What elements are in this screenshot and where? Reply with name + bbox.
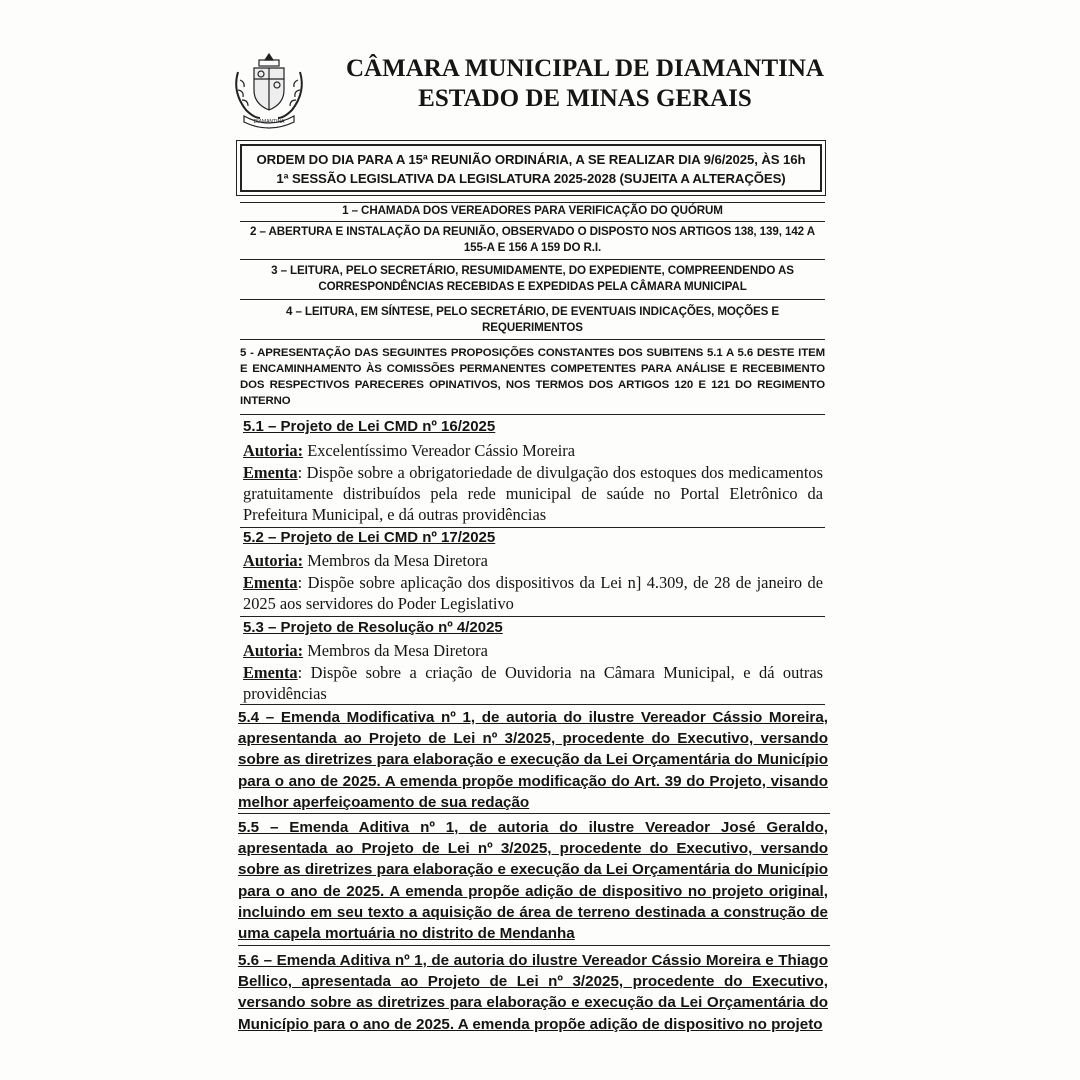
divider (240, 704, 825, 705)
agenda-item-1: 1 – CHAMADA DOS VEREADORES PARA VERIFICAÇÃO DO QUÓRUM (342, 204, 723, 217)
agenda-item-3: 3 – LEITURA, PELO SECRETÁRIO, RESUMIDAMENTE, DO EXPEDIENTE, COMPREENDENDO AS CORRESPONDÊNCIAS RECEBIDAS E EXPEDIDAS PELA CÂMARA MUNICIPAL (271, 264, 794, 293)
agenda-heading-box (236, 140, 826, 196)
divider (240, 221, 825, 222)
divider (240, 414, 825, 415)
agenda-heading-line-1: ORDEM DO DIA PARA A 15ª REUNIÃO ORDINÁRIA, A SE REALIZAR DIA 9/6/2025, ÀS 16h (256, 152, 806, 167)
divider (240, 616, 825, 617)
agenda-item-2: 2 – ABERTURA E INSTALAÇÃO DA REUNIÃO, OBSERVADO O DISPOSTO NOS ARTIGOS 138, 139, 142 A 155-A E 156 A 159 DO R.I. (250, 225, 815, 254)
coat-of-arms-seal (230, 50, 308, 130)
divider (238, 813, 830, 814)
subitem-5-2-ementa: Ementa: Dispõe sobre aplicação dos dispositivos da Lei n] 4.309, de 28 de janeiro de 2025 aos servidores do Poder Legislativo (243, 573, 823, 613)
header-title (330, 54, 840, 114)
subitem-5-2-autoria: Autoria: Membros da Mesa Diretora (243, 551, 488, 570)
divider (240, 259, 825, 260)
divider (240, 339, 825, 340)
agenda-item-4: 4 – LEITURA, EM SÍNTESE, PELO SECRETÁRIO, DE EVENTUAIS INDICAÇÕES, MOÇÕES E REQUERIMENTOS (285, 305, 780, 334)
subitem-5-1-autoria: Autoria: Excelentíssimo Vereador Cássio Moreira (243, 441, 575, 460)
subitem-5-5-emenda: 5.5 – Emenda Aditiva nº 1, de autoria do ilustre Vereador José Geraldo, apresentada ao Projeto de Lei nº 3/2025, procedente do Executivo, versando sobre as diretrizes para elaboração e execução da Lei Orçamentária do Município para o ano de 2025. A emenda propõe adição de dispositivo no projeto original, incluindo em seu texto a aquisição de área de terreno destinada a construção de uma capela mortuária no distrito de Mendanha (238, 819, 828, 943)
subitem-5-4-emenda: 5.4 – Emenda Modificativa nº 1, de autoria do ilustre Vereador Cássio Moreira, apresentanda ao Projeto de Lei nº 3/2025, procedente do Executivo, versando sobre as diretrizes para elaboração e execução da Lei Orçamentária do Município para o ano de 2025. A emenda propõe modificação do Art. 39 do Projeto, visando melhor aperfeiçoamento de sua redação (238, 709, 828, 811)
subitem-5-3-ementa: Ementa: Dispõe sobre a criação de Ouvidoria na Câmara Municipal, e dá outras providências (243, 663, 823, 703)
agenda-item-5: 5 - APRESENTAÇÃO DAS SEGUINTES PROPOSIÇÕES CONSTANTES DOS SUBITENS 5.1 A 5.6 DESTE ITEM E ENCAMINHAMENTO ÀS COMISSÕES PERMANENTES COMPETENTES PARA ANÁLISE E RECEBIMENTO DOS RESPECTIVOS PARECERES OPINATIVOS, NOS TERMOS DOS ARTIGOS 120 E 121 DO REGIMENTO INTERNO (240, 347, 825, 407)
subitem-5-3-title: 5.3 – Projeto de Resolução nº 4/2025 (243, 619, 503, 636)
subitem-5-2-title: 5.2 – Projeto de Lei CMD nº 17/2025 (243, 529, 496, 546)
subitem-5-1-title: 5.1 – Projeto de Lei CMD nº 16/2025 (243, 418, 496, 435)
header-line-1: CÂMARA MUNICIPAL DE DIAMANTINA (345, 55, 824, 82)
svg-text:DIAMANTINA: DIAMANTINA (253, 119, 285, 125)
header-line-2: ESTADO DE MINAS GERAIS (418, 85, 752, 112)
divider (238, 945, 830, 946)
subitem-5-1-ementa: Ementa: Dispõe sobre a obrigatoriedade de divulgação dos estoques dos medicamentos gratuitamente distribuídos pela rede municipal de saúde no Portal Eletrônico da Prefeitura Municipal, e dá outras providências (243, 463, 823, 524)
subitem-5-6-emenda: 5.6 – Emenda Aditiva nº 1, de autoria do ilustre Vereador Cássio Moreira e Thiago Bellico, apresentada ao Projeto de Lei nº 3/2025, procedente do Executivo, versando sobre as diretrizes para elaboração e execução da Lei Orçamentária do Município para o ano de 2025. A emenda propõe adição de dispositivo no projeto (238, 952, 828, 1033)
divider (240, 299, 825, 300)
agenda-heading-line-2: 1ª SESSÃO LEGISLATIVA DA LEGISLATURA 2025-2028 (SUJEITA A ALTERAÇÕES) (276, 171, 786, 186)
subitem-5-3-autoria: Autoria: Membros da Mesa Diretora (243, 641, 488, 660)
